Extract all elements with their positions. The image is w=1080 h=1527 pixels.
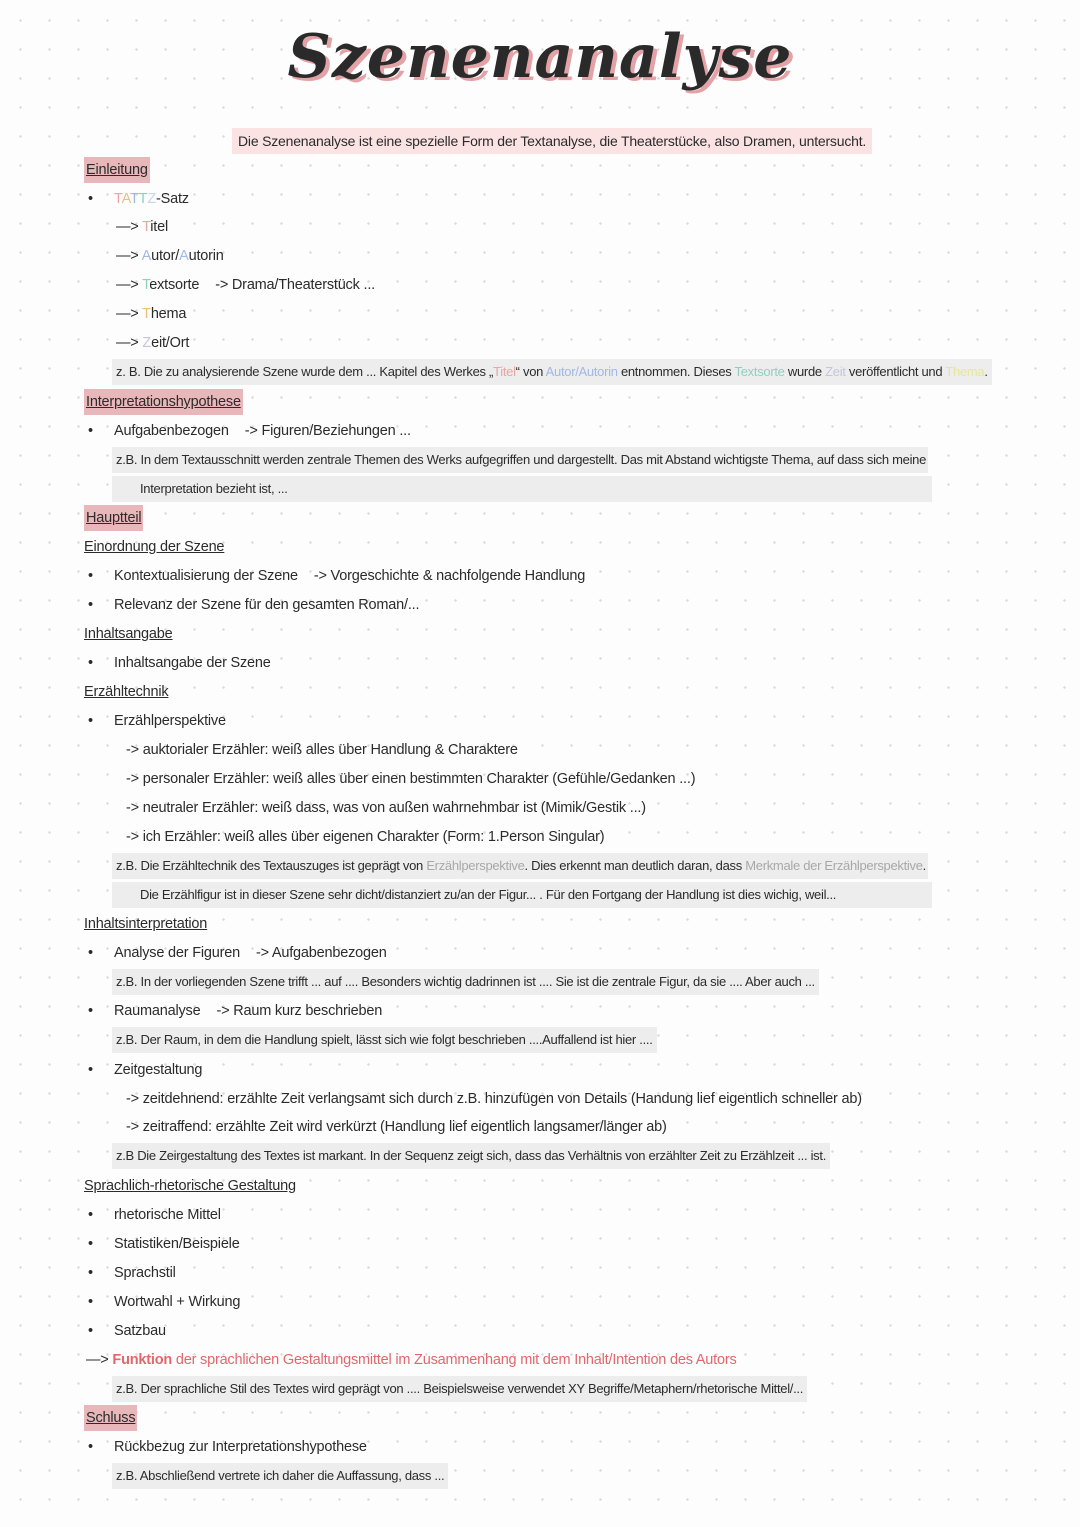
tattz-item-thema: —> Thema bbox=[116, 306, 187, 322]
heading-einordnung: Einordnung der Szene bbox=[84, 539, 225, 555]
heading-interpretationshypothese: Interpretationshypothese bbox=[84, 389, 243, 415]
heading-inhaltsangabe: Inhaltsangabe bbox=[84, 626, 173, 642]
tattz-item-textsorte: —> Textsorte -> Drama/Theaterstück ... bbox=[116, 277, 375, 293]
tattz-item-autor: —> Autor/Autorin bbox=[116, 248, 224, 264]
bullet-wortwahl: • Wortwahl + Wirkung bbox=[88, 1294, 241, 1310]
bullet-rueckbezug: • Rückbezug zur Interpretationshypothese bbox=[88, 1439, 367, 1455]
bullet-tattz: • TATTZ-Satz bbox=[88, 186, 189, 212]
bullet-sprachstil: • Sprachstil bbox=[88, 1265, 176, 1281]
heading-einleitung: Einleitung bbox=[84, 157, 150, 183]
bullet-inhaltsangabe: • Inhaltsangabe der Szene bbox=[88, 655, 271, 671]
zeit-zeitdehnend: -> zeitdehnend: erzählte Zeit verlangsamt sich durch z.B. hinzufügen von Details (Handung lief eigentlich schneller ab) bbox=[126, 1091, 862, 1107]
erzaehler-auktorial: -> auktorialer Erzähler: weiß alles über Handlung & Charaktere bbox=[126, 742, 518, 758]
funktion-line: —> Funktion der sprachlichen Gestaltungsmittel im Zusammenhang mit dem Inhalt/Intention des Autors bbox=[86, 1352, 737, 1368]
heading-inhaltsinterpretation: Inhaltsinterpretation bbox=[84, 916, 208, 932]
bullet-figuren: • Analyse der Figuren -> Aufgabenbezogen bbox=[88, 945, 387, 961]
example-erzaehltechnik-1: z.B. Die Erzähltechnik des Textauszuges ist geprägt von Erzählperspektive. Dies erkennt man deutlich daran, dass Merkmale der Erzählperspektive. bbox=[112, 853, 928, 879]
heading-hauptteil: Hauptteil bbox=[84, 505, 143, 531]
bullet-statistiken: • Statistiken/Beispiele bbox=[88, 1236, 240, 1252]
bullet-kontextualisierung: • Kontextualisierung der Szene -> Vorgeschichte & nachfolgende Handlung bbox=[88, 568, 586, 584]
example-hypothese-1: z.B. In dem Textausschnitt werden zentrale Themen des Werks aufgegriffen und dargestellt. Das mit Abstand wichtigste Thema, auf dass sich meine bbox=[112, 447, 928, 473]
page-title: Szenenanalyse bbox=[287, 22, 793, 92]
heading-schluss: Schluss bbox=[84, 1405, 137, 1431]
example-figuren: z.B. In der vorliegenden Szene trifft ... auf .... Besonders wichtig dadrinnen ist .... Sie ist die zentrale Figur, da sie .... Aber auch ... bbox=[112, 969, 819, 995]
zeit-zeitraffend: -> zeitraffend: erzählte Zeit wird verkürzt (Handlung lief eigentlich langsamer/länger ab) bbox=[126, 1119, 667, 1135]
tattz-item-titel: —> Titel bbox=[116, 219, 169, 235]
heading-sprachlich: Sprachlich-rhetorische Gestaltung bbox=[84, 1178, 296, 1194]
example-sprachlich: z.B. Der sprachliche Stil des Textes wird geprägt von .... Beispielsweise verwendet XY Begriffe/Metaphern/rhetorische Mittel/... bbox=[112, 1376, 807, 1402]
bullet-raumanalyse: • Raumanalyse -> Raum kurz beschrieben bbox=[88, 1003, 383, 1019]
intro-text: Die Szenenanalyse ist eine spezielle Form der Textanalyse, die Theaterstücke, also Dramen, untersucht. bbox=[232, 128, 872, 154]
bullet-zeitgestaltung: • Zeitgestaltung bbox=[88, 1062, 203, 1078]
bullet-rhetorische-mittel: • rhetorische Mittel bbox=[88, 1207, 221, 1223]
erzaehler-personal: -> personaler Erzähler: weiß alles über einen bestimmten Charakter (Gefühle/Gedanken ...) bbox=[126, 771, 696, 787]
erzaehler-ich: -> ich Erzähler: weiß alles über eigenen Charakter (Form: 1.Person Singular) bbox=[126, 829, 605, 845]
example-erzaehltechnik-2: Die Erzählfigur ist in dieser Szene sehr dicht/distanziert zu/an der Figur... . Für den Fortgang der Handlung ist dies wichig, weil... bbox=[112, 882, 932, 908]
example-zeit: z.B Die Zeirgestaltung des Textes ist markant. In der Sequenz zeigt sich, dass das Verhältnis von erzählter Zeit zu Erzählzeit ... ist. bbox=[112, 1143, 830, 1169]
heading-erzaehltechnik: Erzähltechnik bbox=[84, 684, 169, 700]
bullet-relevanz: • Relevanz der Szene für den gesamten Roman/... bbox=[88, 597, 420, 613]
example-schluss: z.B. Abschließend vertrete ich daher die Auffassung, dass ... bbox=[112, 1463, 448, 1489]
bullet-erzaehlperspektive: • Erzählperspektive bbox=[88, 713, 226, 729]
tattz-item-zeit: —> Zeit/Ort bbox=[116, 335, 190, 351]
example-hypothese-2: Interpretation bezieht ist, ... bbox=[112, 476, 932, 502]
erzaehler-neutral: -> neutraler Erzähler: weiß dass, was von außen wahrnehmbar ist (Mimik/Gestik ...) bbox=[126, 800, 646, 816]
bullet-aufgabenbezogen: • Aufgabenbezogen -> Figuren/Beziehungen ... bbox=[88, 423, 411, 439]
bullet-dot: • bbox=[88, 191, 93, 207]
example-raum: z.B. Der Raum, in dem die Handlung spielt, lässt sich wie folgt beschrieben ....Auffallend ist hier .... bbox=[112, 1027, 657, 1053]
bullet-satzbau: • Satzbau bbox=[88, 1323, 166, 1339]
example-einleitung: z. B. Die zu analysierende Szene wurde dem ... Kapitel des Werkes „Titel“ von Autor/Autorin entnommen. Dieses Textsorte wurde Zeit veröffentlicht und Thema. bbox=[112, 359, 992, 385]
